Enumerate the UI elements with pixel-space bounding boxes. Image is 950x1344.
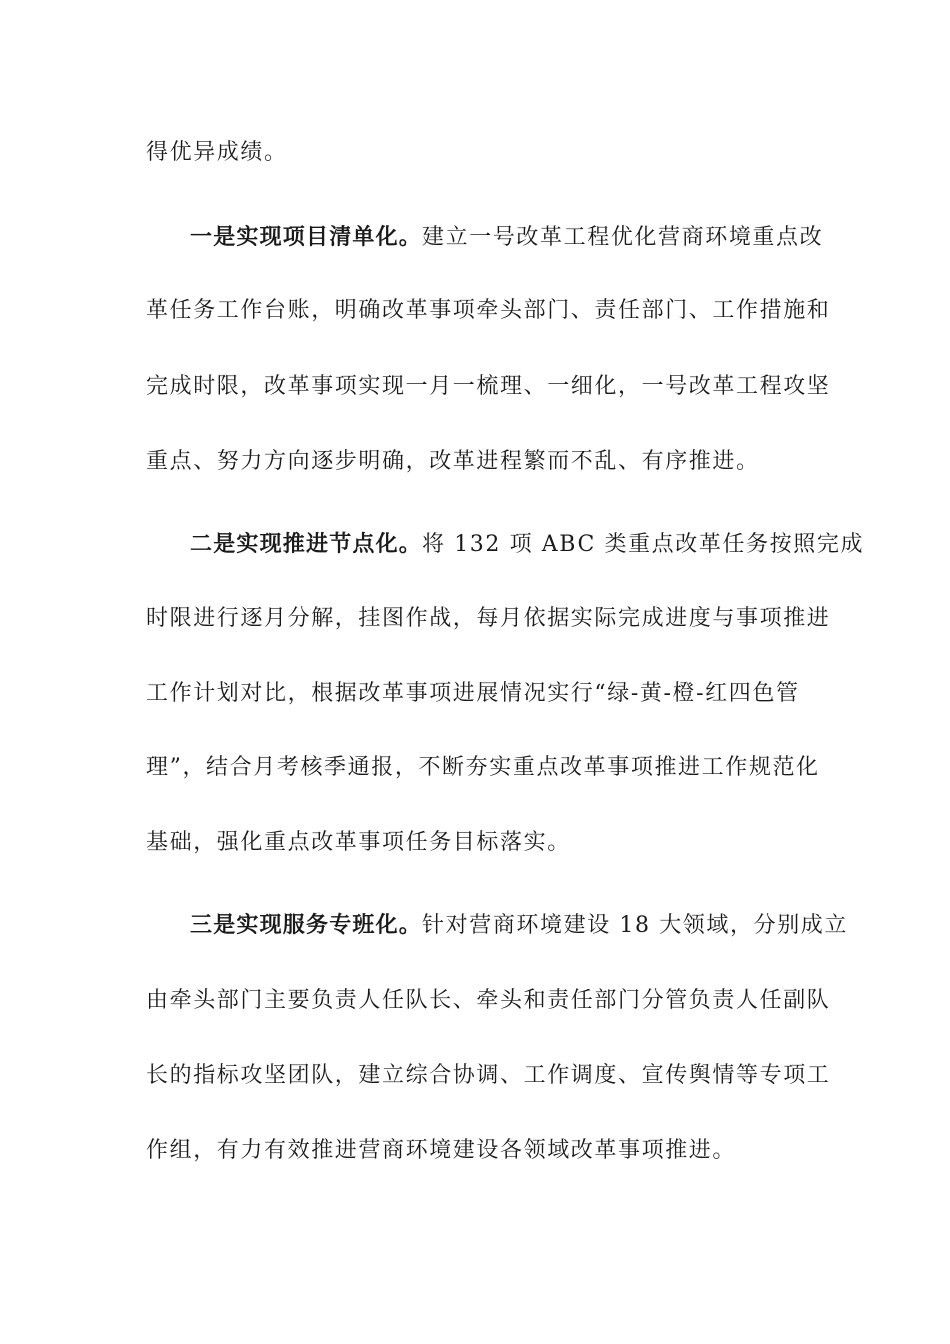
paragraph-heading: 二是实现推进节点化。	[190, 532, 423, 557]
paragraph-2-first-line	[190, 530, 865, 560]
text-line	[146, 753, 820, 783]
text-line	[146, 828, 806, 858]
paragraph-text: 建立一号改革工程优化营商环境重点改	[422, 225, 824, 250]
paragraph-heading: 三是实现服务专班化。	[190, 913, 423, 938]
paragraph-text: 革任务工作台账，明确改革事项牵头部门、责任部门、工作措施和	[146, 298, 831, 323]
paragraph-text: 时限进行逐月分解，挂图作战，每月依据实际完成进度与事项推进	[146, 606, 831, 631]
text-line	[146, 679, 806, 709]
text-line	[146, 447, 806, 477]
text-line	[146, 986, 831, 1016]
text-line	[146, 1136, 806, 1166]
paragraph-text: 长的指标攻坚团队，建立综合协调、工作调度、宣传舆情等专项工	[146, 1063, 831, 1088]
text-line	[146, 604, 831, 634]
paragraph-text: 针对营商环境建设 18 大领域，分别成立	[422, 913, 848, 938]
text-line	[146, 296, 831, 326]
paragraph-text: 由牵头部门主要负责人任队长、牵头和责任部门分管负责人任副队	[146, 988, 831, 1013]
paragraph-heading: 一是实现项目清单化。	[190, 225, 423, 250]
paragraph-text: 将 132 项 ABC 类重点改革任务按照完成	[422, 532, 865, 557]
text-line	[146, 138, 806, 168]
paragraph-3-first-line	[190, 911, 850, 941]
text-line	[146, 1061, 831, 1091]
text-line	[146, 372, 831, 402]
paragraph-text: 作组，有力有效推进营商环境建设各领域改革事项推进。	[146, 1138, 737, 1163]
paragraph-1-first-line	[190, 223, 850, 253]
paragraph-text: 重点、努力方向逐步明确，改革进程繁而不乱、有序推进。	[146, 449, 760, 474]
paragraph-text: 工作计划对比，根据改革事项进展情况实行“绿-黄-橙-红四色管	[146, 681, 800, 706]
paragraph-text: 理”，结合月考核季通报，不断夯实重点改革事项推进工作规范化	[146, 755, 820, 780]
paragraph-text: 得优异成绩。	[146, 140, 288, 165]
paragraph-text: 基础，强化重点改革事项任务目标落实。	[146, 830, 571, 855]
paragraph-text: 完成时限，改革事项实现一月一梳理、一细化，一号改革工程攻坚	[146, 374, 831, 399]
